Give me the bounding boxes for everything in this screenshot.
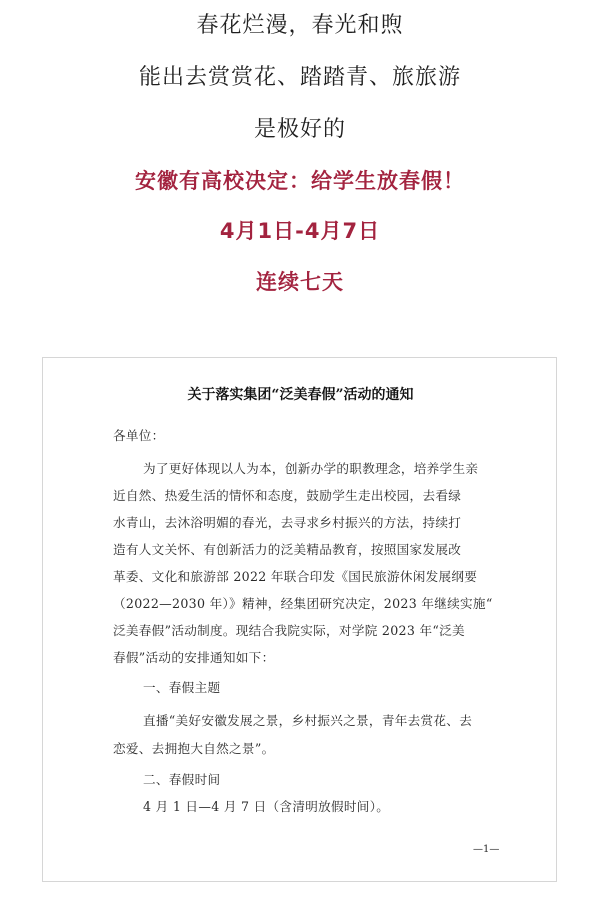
- section1-heading: 一、春假主题: [143, 680, 221, 695]
- intro-line-3: 是极好的: [253, 117, 346, 142]
- section2-heading: 二、春假时间: [143, 772, 221, 787]
- page-number: —1—: [473, 844, 500, 855]
- notice-document-image: [42, 357, 557, 882]
- paragraph-line: 革委、文化和旅游部 2022 年联合印发《国民旅游休闲发展纲要: [113, 569, 478, 584]
- document-greeting: 各单位：: [113, 428, 165, 443]
- paragraph-line: 水青山，去沐浴明媚的春光，去寻求乡村振兴的方法，持续打: [113, 515, 462, 530]
- headline-duration: 连续七天: [256, 270, 344, 294]
- paragraph-line: 近自然、热爱生活的情怀和态度，鼓励学生走出校园，去看绿: [113, 488, 462, 503]
- headline-dates: 4月1日-4月7日: [219, 219, 381, 243]
- paragraph-line: 造有人文关怀、有创新活力的泛美精品教育，按照国家发展改: [113, 542, 462, 557]
- paragraph-line: 为了更好体现以人为本，创新办学的职教理念，培养学生亲: [143, 461, 479, 476]
- intro-line-2: 能出去赏赏花、踏踏青、旅旅游: [138, 65, 461, 90]
- paragraph-line: 春假”活动的安排通知如下：: [113, 650, 275, 665]
- section2-body: 4 月 1 日—4 月 7 日（含清明放假时间）。: [143, 799, 390, 814]
- section1-body-line: 直播“美好安徽发展之景，乡村振兴之景，青年去赏花、去: [143, 713, 473, 728]
- headline-spring-break: 安徽有高校决定：给学生放春假！: [135, 169, 465, 193]
- paragraph-line: 泛美春假”活动制度。现结合我院实际，对学院 2023 年“泛美: [113, 623, 465, 638]
- paragraph-line: （2022—2030 年）》精神，经集团研究决定，2023 年继续实施“: [113, 596, 493, 611]
- document-title: 关于落实集团“泛美春假”活动的通知: [187, 387, 414, 403]
- section1-body-line: 恋爱、去拥抱大自然之景”。: [113, 741, 275, 756]
- intro-line-1: 春花烂漫，春光和煦: [196, 13, 404, 38]
